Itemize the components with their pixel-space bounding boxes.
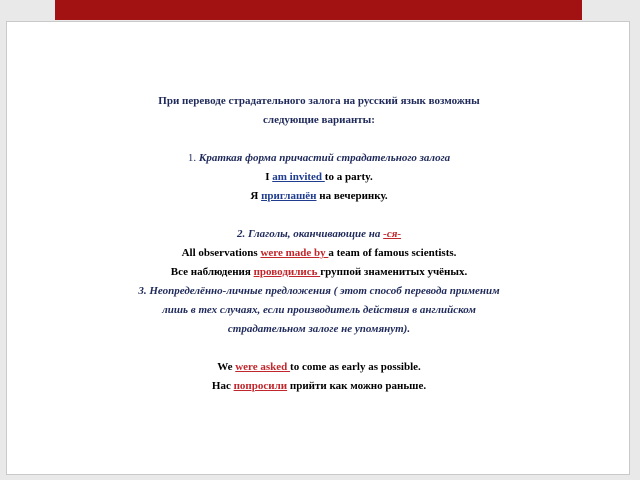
item3-english-example (7, 358, 631, 377)
spacer (7, 206, 631, 225)
item3-en-pre: We (217, 361, 236, 373)
item1-en-post: to a party. (324, 171, 373, 183)
item2-en-pre: All observations (181, 247, 261, 259)
item1-ru-pre: Я (250, 190, 262, 202)
item1-title: Краткая форма причастий страдательного залога (198, 152, 451, 164)
item1-number: 1. (187, 152, 199, 164)
intro-line-1: При переводе страдательного залога на русский язык возможны (158, 95, 480, 107)
item2-heading (7, 225, 631, 244)
item2-ru-highlight: проводились (253, 266, 321, 278)
item2-english-example (7, 244, 631, 263)
item3-en-post: to come as early as possible. (290, 361, 421, 373)
item1-en-pre: I (265, 171, 273, 183)
item2-title: 2. Глаголы, оканчивающие на (236, 228, 384, 240)
item1-heading (7, 149, 631, 168)
top-accent-bar (55, 0, 582, 20)
slide (6, 21, 630, 475)
item2-russian-example (7, 263, 631, 282)
item2-ru-post: группой знаменитых учёных. (320, 266, 468, 278)
item2-ru-pre: Все наблюдения (170, 266, 254, 278)
item1-en-highlight: am invited (272, 171, 325, 183)
item2-en-highlight: were made by (260, 247, 329, 259)
item2-suffix: -ся- (383, 228, 402, 240)
item3-heading-line-1: 3. Неопределённо-личные предложения ( этот способ перевода применим (138, 285, 500, 297)
item3-heading-line-3: страдательном залоге не упомянут). (227, 323, 411, 335)
item2-en-post: a team of famous scientists. (328, 247, 457, 259)
spacer (7, 339, 631, 358)
intro-line-2: следующие варианты: (263, 114, 375, 126)
item3-heading-line-2: лишь в тех случаях, если производитель действия в английском (162, 304, 476, 316)
item1-ru-highlight: приглашён (261, 190, 317, 202)
item3-ru-pre: Нас (211, 380, 234, 392)
item3-en-highlight: were asked (235, 361, 291, 373)
item3-ru-post: прийти как можно раньше. (287, 380, 427, 392)
slide-content (7, 92, 631, 396)
item1-ru-post: на вечеринку. (316, 190, 388, 202)
item3-ru-highlight: попросили (233, 380, 288, 392)
spacer (7, 130, 631, 149)
item1-english-example (7, 168, 631, 187)
item3-russian-example (7, 377, 631, 396)
item1-russian-example (7, 187, 631, 206)
